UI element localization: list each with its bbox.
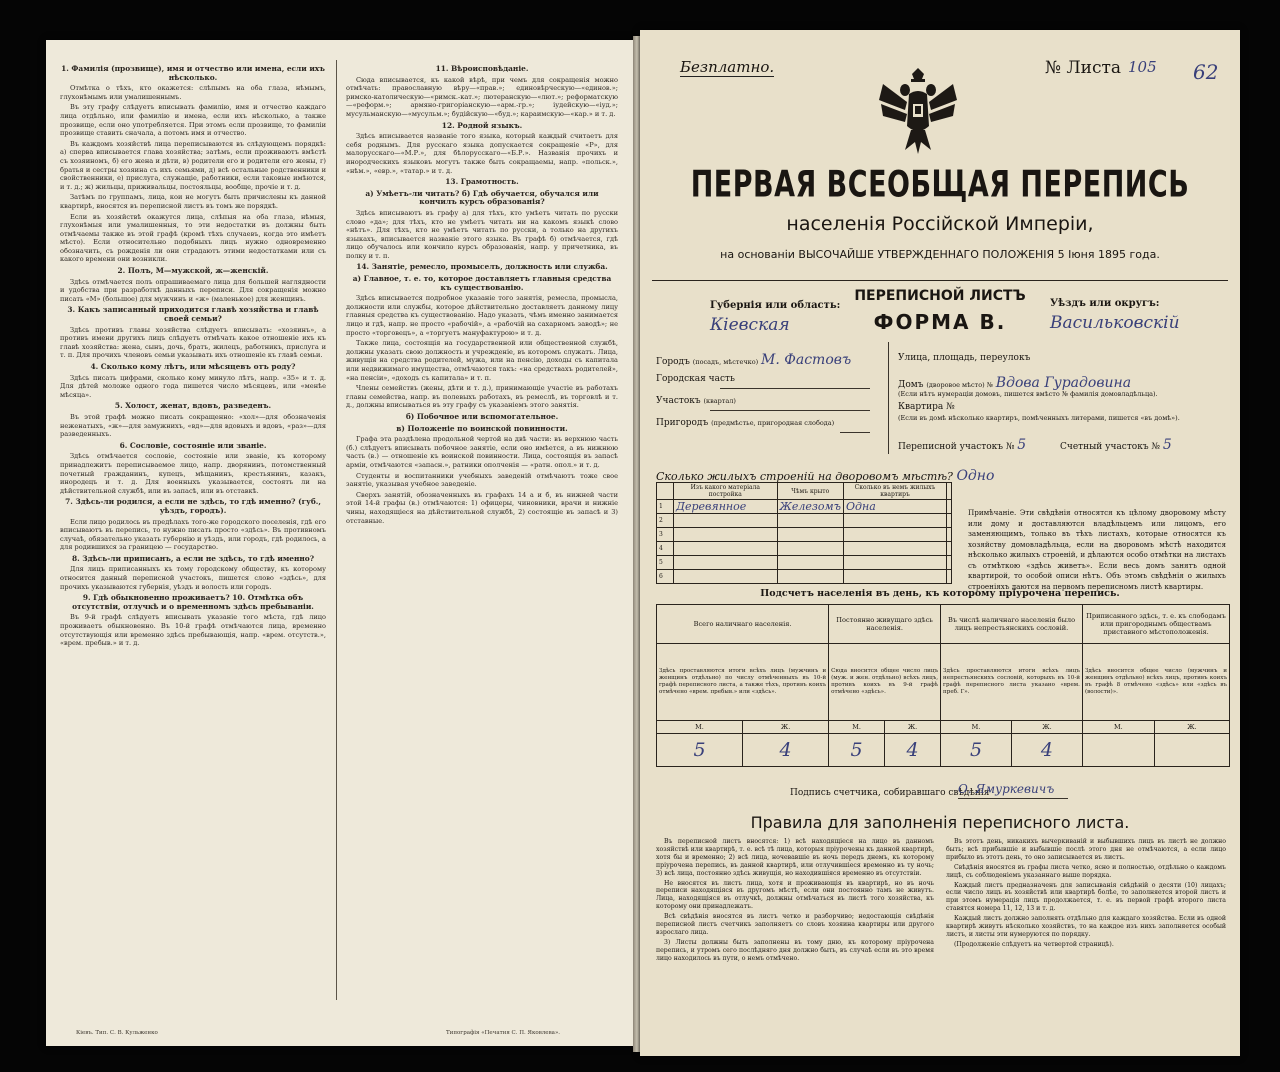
rule-paragraph: Въ этой графѣ можно писать сокращенно: «хол»—для обозначенія неженатыхъ, «ж»—для замужнихъ, «вд»—для вдовыхъ и вдовъ, «раз»—для разведенныхъ. bbox=[60, 412, 326, 439]
dwelling-table bbox=[656, 482, 952, 584]
rule-paragraph: Затѣмъ по группамъ, лица, кои не могутъ быть причислены къ данной квартирѣ, вносятся въ переписной листъ въ томъ же порядкѣ. bbox=[60, 193, 326, 210]
dwelling-material bbox=[674, 528, 778, 542]
rule-paragraph: Не вносятся въ листъ лица, хотя и проживающія въ квартирѣ, но въ ночь переписи находящіяся въ другомъ мѣстѣ, если они постоянно тамъ не живутъ. Лица, находящіяся въ отлучкѣ, должны отмѣчаться въ листѣ того хозяйства, къ которому они принадлежатъ. bbox=[656, 879, 934, 911]
underline bbox=[840, 432, 870, 433]
house-note: (Если нѣтъ нумераціи домовъ, пишется вмѣсто № фамилія домовладѣльца). bbox=[898, 390, 1158, 398]
sex-column-header: Ж. bbox=[743, 721, 829, 734]
sex-column-header: М. bbox=[1082, 721, 1154, 734]
rule-paragraph: Въ этотъ день, никакихъ вычеркиваній и выбывшихъ лицъ въ листѣ не должно быть; всѣ прибывшіе и выбывшіе послѣ этого дня не отмѣчаются, а если лицо прибыло въ этотъ день, то оно записывается въ листъ. bbox=[946, 838, 1226, 861]
population-table bbox=[656, 604, 1230, 767]
enumerator-signature-label: Подпись счетчика, собиравшаго свѣдѣнія bbox=[790, 788, 990, 798]
suburb-field: Пригородъ (предмѣстье, пригородная слобода) bbox=[656, 418, 835, 428]
page-number: 62 bbox=[1193, 60, 1219, 84]
dwelling-count: Одна bbox=[844, 500, 947, 514]
rule-paragraph: Здѣсь вписываютъ въ графу а) для тѣхъ, кто умѣетъ читать по русски слово «да»; для тѣхъ, кто не умѣетъ читать ни на какомъ языкѣ слово «нѣтъ». Для тѣхъ, кто не умѣетъ читать по русски, а только на другихъ языкахъ, вписывается названіе этого языка. Въ графѣ б) отмѣчается, гдѣ лицо обучалось или кончило курсъ образованія, напр. у причетника, въ полку и т. п. bbox=[346, 208, 618, 260]
rules-text-left bbox=[656, 838, 934, 965]
counting-section-value: 5 bbox=[1162, 437, 1172, 453]
rule-paragraph: Отмѣтка о тѣхъ, кто окажется: слѣпымъ на оба глаза, нѣмымъ, глухонѣмымъ или умалишеннымъ. bbox=[60, 84, 326, 101]
rule-paragraph: Всѣ свѣдѣнія вносятся въ листъ четко и разборчиво; недостающія свѣдѣнія переписной листъ счетчикъ заполняетъ со словъ хозяина квартиры или другого взрослаго лица. bbox=[656, 913, 934, 936]
dwelling-row bbox=[657, 542, 952, 556]
population-count-title: Подсчетъ населенія въ день, къ которому пріурочена перепись. bbox=[760, 588, 1120, 599]
document-title: ПЕРВАЯ ВСЕОБЩАЯ ПЕРЕПИСЬ bbox=[690, 164, 1190, 206]
population-description: Сюда вносится общее число лицъ (муж. и жен. отдѣльно) всѣхъ лицъ, противъ коихъ въ 9-й графѣ отмѣчено «здѣсь». bbox=[829, 644, 941, 721]
dwelling-extra bbox=[946, 542, 951, 556]
rule-heading: а) Умѣетъ-ли читать? б) Гдѣ обучается, обучался или кончилъ курсъ образованія? bbox=[365, 188, 599, 207]
underline bbox=[720, 388, 870, 389]
dwelling-roof bbox=[777, 542, 843, 556]
rule-paragraph: Здѣсь вписывается названіе того языка, который каждый считаетъ для себя роднымъ. Для русскаго языка допускается сокращеніе «Р», для малорусскаго—«М.Р.», для бѣлорусскаго—«Б.Р.». Названія прочихъ и инородческихъ языковъ могутъ также быть сокращаемы, напр. «польск.», «нѣм.», «евр.», «татар.» и т. д. bbox=[346, 132, 618, 175]
printer-imprint-left: Кіевъ. Тип. С. В. Кульженко bbox=[76, 1030, 158, 1036]
population-count-value: 4 bbox=[1011, 734, 1082, 767]
rule-paragraph: Также лица, состоящія на государственной или общественной службѣ, должны указать свою должность и учрежденіе, въ которомъ служатъ. Лица, живущія на средства родителей, мужа, или на пенсію, доходы съ капитала или недвижимаго имущества, отмѣчаются такъ: «на средствахъ родителей», «на пенсіи», «доходъ съ капитала» и т. п. bbox=[346, 339, 618, 382]
dwelling-count bbox=[844, 542, 947, 556]
dwelling-count bbox=[844, 514, 947, 528]
rule-paragraph: Студенты и воспитанники учебныхъ заведеній отмѣчаютъ тоже свое занятіе, указывая учебное заведеніе. bbox=[346, 471, 618, 489]
population-header: Въ числѣ наличнаго населенія было лицъ непрестьянскихъ сословій. bbox=[941, 605, 1083, 644]
rule-paragraph: (Продолженіе слѣдуетъ на четвертой страницѣ). bbox=[954, 940, 1114, 948]
city-part-label: Городская часть bbox=[656, 374, 735, 384]
district-value: Васильковскій bbox=[1050, 313, 1180, 333]
dwelling-header: Чѣмъ крыто bbox=[777, 483, 843, 500]
dwelling-material bbox=[674, 542, 778, 556]
dwelling-count bbox=[844, 528, 947, 542]
population-count-value bbox=[1154, 734, 1229, 767]
rule-heading: 8. Здѣсь-ли приписанъ, а если не здѣсь, то гдѣ именно? bbox=[71, 553, 315, 563]
rule-paragraph: Здѣсь противъ главы хозяйства слѣдуетъ вписывать: «хозяинъ», а противъ имени другихъ лицъ слѣдуетъ отмѣчать какое отношеніе ихъ къ главѣ хозяйства: жена, сынъ, дочь, братъ, жилецъ, работникъ, прислуга и т. п. Для прочихъ членовъ семьи указывать ихъ отношеніе къ главѣ семьи. bbox=[60, 325, 326, 360]
imperial-eagle-icon bbox=[875, 64, 961, 160]
form-title: ПЕРЕПИСНОЙ ЛИСТЪ bbox=[854, 288, 1026, 304]
census-section-value: 5 bbox=[1017, 437, 1027, 453]
dwelling-header: Изъ какого матеріала постройка bbox=[674, 483, 778, 500]
apartment-note: (Если въ домѣ нѣсколько квартиръ, помѣченныхъ литерами, пишется «въ домѣ»). bbox=[898, 414, 1180, 422]
population-header: Всего наличнаго населенія. bbox=[657, 605, 829, 644]
dwelling-row bbox=[657, 570, 952, 584]
rule-paragraph: Графа эта раздѣлена продольной чертой на двѣ части: въ верхнюю часть (б.) слѣдуетъ вписывать побочное занятіе, если оно имѣется, а въ нижнюю часть (в.) — отношеніе къ воинской повинности. Лица, состоящія въ запасѣ арміи, отмѣчаются «запасн.», ратники ополченія — «ратн. опол.» и т. д. bbox=[346, 435, 618, 469]
rule-paragraph: Въ переписной листъ вносятся: 1) всѣ находящіеся на лицо въ данномъ хозяйствѣ или квартирѣ, т. е. всѣ тѣ лица, которыя пріурочены къ данной квартирѣ, хотя бы и временно; 2) всѣ лица, ночевавшіе въ ночь передъ днемъ, къ которому пріурочена перепись, въ данной квартирѣ, или отлучившіеся временно въ ту ночь; 3) всѣ лица, постоянно здѣсь живущія, но находившіяся временно въ отсутствіи. bbox=[656, 838, 934, 877]
dwelling-material bbox=[674, 570, 778, 584]
rule-heading: 3. Какъ записанный приходится главѣ хозяйства и главѣ своей семьи? bbox=[67, 305, 319, 324]
population-description: Здѣсь проставляются итоги всѣхъ лицъ непрестьянскихъ сословій, которыхъ въ 10-й графѣ переписного листа указано «врем. преб. Г». bbox=[941, 644, 1083, 721]
dwelling-extra bbox=[946, 528, 951, 542]
sex-column-header: М. bbox=[657, 721, 743, 734]
rule-heading: 9. Гдѣ обыкновенно проживаетъ? 10. Отмѣтка объ отсутствіи, отлучкѣ и о временномъ здѣсь пребываніи. bbox=[72, 593, 314, 611]
rule-heading: 6. Сословіе, состояніе или званіе. bbox=[119, 440, 267, 450]
rule-heading: 14. Занятіе, ремесло, промыселъ, должность или служба. bbox=[356, 262, 608, 272]
rule-heading: 2. Полъ, М—мужской, ж—женскій. bbox=[117, 266, 269, 276]
rule-paragraph: Свѣдѣнія вносятся въ графы листа четко, ясно и полностью, отдѣльно о каждомъ лицѣ, съ соблюденіемъ указаннаго выше порядка. bbox=[946, 863, 1226, 879]
rule-paragraph: Здѣсь отмѣчается сословіе, состояніе или званіе, къ которому принадлежитъ переписываемое лицо, напр. дворянинъ, потомственный почетный гражданинъ, купецъ, мѣщанинъ, крестьянинъ, казакъ, инородецъ и т. д. Для военныхъ указывается, состоятъ ли на дѣйствительной службѣ, или въ запасѣ, или въ отставкѣ. bbox=[60, 452, 326, 495]
street-label: Улица, площадь, переулокъ bbox=[898, 353, 1031, 363]
dwelling-row-number: 4 bbox=[657, 542, 674, 556]
underline bbox=[958, 798, 1068, 799]
rule-heading: б) Побочное или вспомогательное. bbox=[405, 411, 559, 421]
town-value: М. Фастовъ bbox=[761, 352, 852, 368]
rules-column-2 bbox=[346, 62, 618, 527]
population-count-value: 5 bbox=[941, 734, 1012, 767]
population-header: Приписанного здѣсь, т. е. къ слободамъ или пригороднымъ обществамъ приставного мѣстоположенія. bbox=[1082, 605, 1229, 644]
rules-text-right bbox=[946, 838, 1226, 951]
underline bbox=[710, 410, 870, 411]
rule-heading: 13. Грамотность. bbox=[445, 177, 519, 187]
counting-section-field: Счетный участокъ № 5 bbox=[1060, 437, 1172, 453]
rule-paragraph: Здѣсь отмѣчается полъ опрашиваемаго лица для большей наглядности и удобства при разработкѣ данныхъ переписи. Для сокращенія можно писать «М» (большое) для мужчинъ и «ж» (маленькое) для женщинъ. bbox=[60, 277, 326, 303]
dwelling-row-number: 6 bbox=[657, 570, 674, 584]
dwelling-extra bbox=[946, 514, 951, 528]
section-field: Участокъ (квартал) bbox=[656, 396, 736, 406]
population-count-value: 4 bbox=[885, 734, 941, 767]
dwelling-question: Сколько жилыхъ строеній на дворовомъ мѣстѣ? Одно bbox=[656, 468, 995, 484]
province-value: Кіевская bbox=[710, 315, 790, 335]
column-divider bbox=[336, 60, 337, 1000]
rule-heading: 11. Вѣроисповѣданіе. bbox=[435, 64, 529, 73]
rule-heading: 12. Родной языкъ. bbox=[441, 120, 523, 130]
population-count-value: 4 bbox=[743, 734, 829, 767]
right-page bbox=[640, 30, 1240, 1056]
dwelling-row-number: 1 bbox=[657, 500, 674, 514]
rule-paragraph: Здѣсь писать цифрами, сколько кому минуло лѣтъ, напр. «35» и т. д. Для дѣтей моложе одного года пишется число мѣсяцевъ, или «менѣе мѣсяца». bbox=[60, 373, 326, 399]
rule-paragraph: Для лицъ приписанныхъ къ тому городскому обществу, къ которому относится данный переписной участокъ, пишется слово «здѣсь», для прочихъ указываются губернія, уѣздъ и волость или городъ. bbox=[60, 565, 326, 591]
dwelling-roof bbox=[777, 514, 843, 528]
dwelling-answer: Одно bbox=[956, 468, 995, 484]
left-page bbox=[46, 40, 633, 1046]
dwelling-count bbox=[844, 556, 947, 570]
dwelling-material bbox=[674, 514, 778, 528]
dwelling-roof bbox=[777, 528, 843, 542]
rules-title: Правила для заполненія переписного листа. bbox=[750, 813, 1130, 832]
sheet-number-value: 105 bbox=[1128, 58, 1157, 76]
rule-paragraph: Каждый листъ предназначенъ для записыванія свѣдѣній о десяти (10) лицахъ; если число лицъ въ хозяйствѣ или квартирѣ болѣе, то заполняется второй листъ и при этомъ нумерація лицъ продолжается, т. е. въ первой графѣ второго листа ставятся номера 11, 12, 13 и т. д. bbox=[946, 881, 1226, 913]
printer-imprint-right: Типографія «Печатня С. П. Яковлева». bbox=[446, 1030, 561, 1036]
apartment-label: Квартира № bbox=[898, 402, 955, 412]
house-value: Вдова Гурадовина bbox=[995, 375, 1132, 391]
population-count-value: 5 bbox=[829, 734, 885, 767]
free-of-charge-label: Безплатно. bbox=[680, 58, 775, 76]
sex-column-header: М. bbox=[829, 721, 885, 734]
rule-paragraph: Въ каждомъ хозяйствѣ лица переписываются въ слѣдующемъ порядкѣ: а) сперва вписывается глава хозяйства; затѣмъ, если проживаютъ вмѣстѣ съ хозяиномъ, б) его жена и дѣти, в) родители его и родители его жены, г) братья и сестры хозяина съ ихъ семьями, д) всѣ остальные родственники и свойственники, е) прислуга, служащіе, работники, если таковые имѣются, и т. д.; ж) жильцы, приживальцы, постояльцы, вообще, прочіе и т. д. bbox=[60, 139, 326, 191]
dwelling-header: Сколько въ немъ жилыхъ квартиръ bbox=[844, 483, 947, 500]
dwelling-row-number: 5 bbox=[657, 556, 674, 570]
population-count-value bbox=[1082, 734, 1154, 767]
province-label: Губернія или область: bbox=[710, 300, 841, 311]
form-letter: ФОРМА В. bbox=[873, 310, 1007, 334]
dwelling-row bbox=[657, 528, 952, 542]
rule-paragraph: Здѣсь вписывается подробное указаніе того занятія, ремесла, промысла, должности или службы, которое дѣйствительно доставляетъ данному лицу главныя средства къ существованію. Надо указать, чѣмъ именно занимается лицо и гдѣ, напр. не просто «рабочій», а «рабочій на сахарномъ заводѣ»; не просто «торговецъ», а «торгуетъ мануфактурою» и т. д. bbox=[346, 294, 618, 337]
dwelling-extra bbox=[946, 500, 951, 514]
document-subtitle: населенія Россійской Имперіи, bbox=[786, 213, 1094, 235]
rule-heading: 7. Здѣсь-ли родился, а если не здѣсь, то гдѣ именно? (губ., уѣздъ, городъ). bbox=[65, 497, 321, 515]
rule-paragraph: Сюда вписывается, къ какой вѣрѣ, при чемъ для сокращенія можно отмѣчать: православную вѣру—«прав.»; единовѣрческую—«единов.»; римско-католическую—«римск.-кат.»; лютеранскую—«лют.»; реформатскую—«реформ.»; армяно-григоріанскую—«арм.-гр.»; іудейскую—«іуд.»; мусульманскую—«мусульм.»; будійскую—«буд.»; караимскую—«кар.» и т. д. bbox=[346, 75, 618, 118]
dwelling-roof bbox=[777, 556, 843, 570]
sex-column-header: Ж. bbox=[1154, 721, 1229, 734]
dwelling-header-number bbox=[657, 483, 674, 500]
dwelling-row bbox=[657, 556, 952, 570]
dwelling-extra bbox=[946, 570, 951, 584]
legal-basis: на основаніи ВЫСОЧАЙШЕ УТВЕРЖДЕННАГО ПОЛОЖЕНІЯ 5 Іюня 1895 года. bbox=[720, 248, 1160, 261]
dwelling-roof bbox=[777, 570, 843, 584]
house-field: Домъ (дворовое мѣсто) № Вдова Гурадовина bbox=[898, 375, 1132, 391]
town-field: Городъ (посадъ, мѣстечко) М. Фастовъ bbox=[656, 352, 852, 368]
field-divider bbox=[888, 342, 889, 454]
rule-heading: в) Положеніе по воинской повинности. bbox=[396, 423, 568, 433]
rule-heading: а) Главное, т. е. то, которое доставляетъ главныя средства къ существованію. bbox=[352, 274, 612, 292]
rules-column-1 bbox=[60, 62, 326, 650]
rule-paragraph: Члены семействъ (жены, дѣти и т. д.), принимающіе участіе въ работахъ главы семейства, напр. въ полевыхъ работахъ, въ ремеслѣ, въ торговлѣ и т. д., должны вписываться въ эту графу съ указаніемъ этого занятія. bbox=[346, 384, 618, 410]
dwelling-row bbox=[657, 500, 952, 514]
dwelling-row-number: 3 bbox=[657, 528, 674, 542]
dwelling-material bbox=[674, 556, 778, 570]
sex-column-header: Ж. bbox=[885, 721, 941, 734]
dwelling-header bbox=[946, 483, 951, 500]
rule-heading: 1. Фамилія (прозвище), имя и отчество или имена, если ихъ нѣсколько. bbox=[61, 64, 325, 82]
dwelling-side-note: Примѣчаніе. Эти свѣдѣнія относятся къ цѣлому дворовому мѣсту или дому и доставляются владѣльцемъ или лицомъ, его заменяющимъ, только въ тѣхъ листахъ, которые относятся къ хозяйству домовладѣльца, если на дворовомъ мѣстѣ находится нѣсколько жилыхъ строеній, и дѣлаются особо отмѣтки на листахъ съ отмѣткою «здѣсь живетъ». Если весь домъ занятъ одной квартирой, то особой описи нѣтъ. Объ этомъ свѣдѣнія о жилыхъ строеніяхъ даются на первомъ переписномъ листѣ квартиры. bbox=[968, 508, 1226, 591]
dwelling-roof: Железомъ bbox=[777, 500, 843, 514]
dwelling-count bbox=[844, 570, 947, 584]
dwelling-row bbox=[657, 514, 952, 528]
rule-paragraph: Сверхъ занятій, обозначенныхъ въ графахъ 14 а и б, въ нижней части этой 14-й графы (в.) отмѣчаются: 1) офицеры, чиновники, врачи и нижніе чины, находящіеся на дѣйствительной службѣ, 2) состоящіе въ запасѣ и 3) отставные. bbox=[346, 490, 618, 525]
rule-heading: 5. Холост, женат, вдовъ, разведенъ. bbox=[114, 401, 272, 411]
rule-paragraph: Каждый листъ должно заполнять отдѣльно для каждаго хозяйства. Если въ одной квартирѣ живутъ нѣсколько хозяйствъ, то на каждое изъ нихъ заполняется особый листъ, и листы эти нумеруются по порядку. bbox=[946, 915, 1226, 938]
population-description: Здѣсь проставляются итоги всѣхъ лицъ (мужчинъ и женщинъ отдѣльно) по числу отмѣченныхъ въ 10-й графѣ переписного листа, а также тѣхъ, противъ коихъ отмѣчено «врем. пребыв.» или «здѣсь». bbox=[657, 644, 829, 721]
dwelling-extra bbox=[946, 556, 951, 570]
rule-paragraph: Если лицо родилось въ предѣлахъ того-же городского поселенія, гдѣ его вписываютъ въ перепись, то нужно писать просто «здѣсь». Въ противномъ случаѣ, обязательно указать губернію и уѣздъ, или городъ, гдѣ родилось, а для родившихся за границею — государство. bbox=[60, 517, 326, 552]
rule-heading: 4. Сколько кому лѣтъ, или мѣсяцевъ отъ роду? bbox=[90, 362, 296, 371]
dwelling-material: Деревянное bbox=[674, 500, 778, 514]
census-section-field: Переписной участокъ № 5 bbox=[898, 437, 1027, 453]
enumerator-signature: О. Ямуркевичъ bbox=[958, 782, 1055, 796]
population-header: Постоянно живущаго здѣсь населенія. bbox=[829, 605, 941, 644]
rule-paragraph: Въ эту графу слѣдуетъ вписывать фамилію, имя и отчество каждаго лица отдѣльно, или фамилію и имена, если ихъ нѣсколько, а также прозвище, если оно употребляется. При этомъ если прозвище, то фамиліи прозвище ставить сначала, а потомъ имя и отчество. bbox=[60, 103, 326, 138]
rule-paragraph: Если въ хозяйствѣ окажутся лица, слѣпыя на оба глаза, нѣмыя, глухонѣмыя или умалишенныя, то эти недостатки въ должны быть отмѣчаемы также въ этой графѣ (кромѣ тѣхъ случаевъ, когда это имѣетъ мѣсто). Если относительно подобныхъ лицъ нужно одновременно обозначить, съ рожденія ли они страдаютъ этими недостатками или съ какого времени они возникли. bbox=[60, 212, 326, 264]
rule-paragraph: Въ 9-й графѣ слѣдуетъ вписывать указаніе того мѣста, гдѣ лицо проживаетъ обыкновенно. Въ 10-й графѣ отмѣчаются лица, временно отсутствующія или временно здѣсь пребывающія, напр. «врем. отсутств.», «врем. пребыв.» и т. д. bbox=[60, 613, 326, 648]
population-count-value: 5 bbox=[657, 734, 743, 767]
sheet-number-label: № Листа bbox=[1045, 58, 1122, 78]
sex-column-header: М. bbox=[941, 721, 1012, 734]
sex-column-header: Ж. bbox=[1011, 721, 1082, 734]
header-divider bbox=[652, 280, 1228, 281]
dwelling-row-number: 2 bbox=[657, 514, 674, 528]
population-description: Здѣсь вносится общее число (мужчинъ и женщинъ отдѣльно) всѣхъ лицъ, противъ коихъ въ графѣ 8 отмѣчено «здѣсь» или «здѣсь въ (волости)». bbox=[1082, 644, 1229, 721]
district-label: Уѣздъ или округъ: bbox=[1050, 298, 1160, 309]
rule-paragraph: 3) Листы должны быть заполнены въ тому дню, къ которому пріурочена перепись, и утромъ сего послѣдняго дня должно быть, въ случаѣ если въ это время лицо находилось въ пути, о немъ отмѣчено. bbox=[656, 938, 934, 962]
